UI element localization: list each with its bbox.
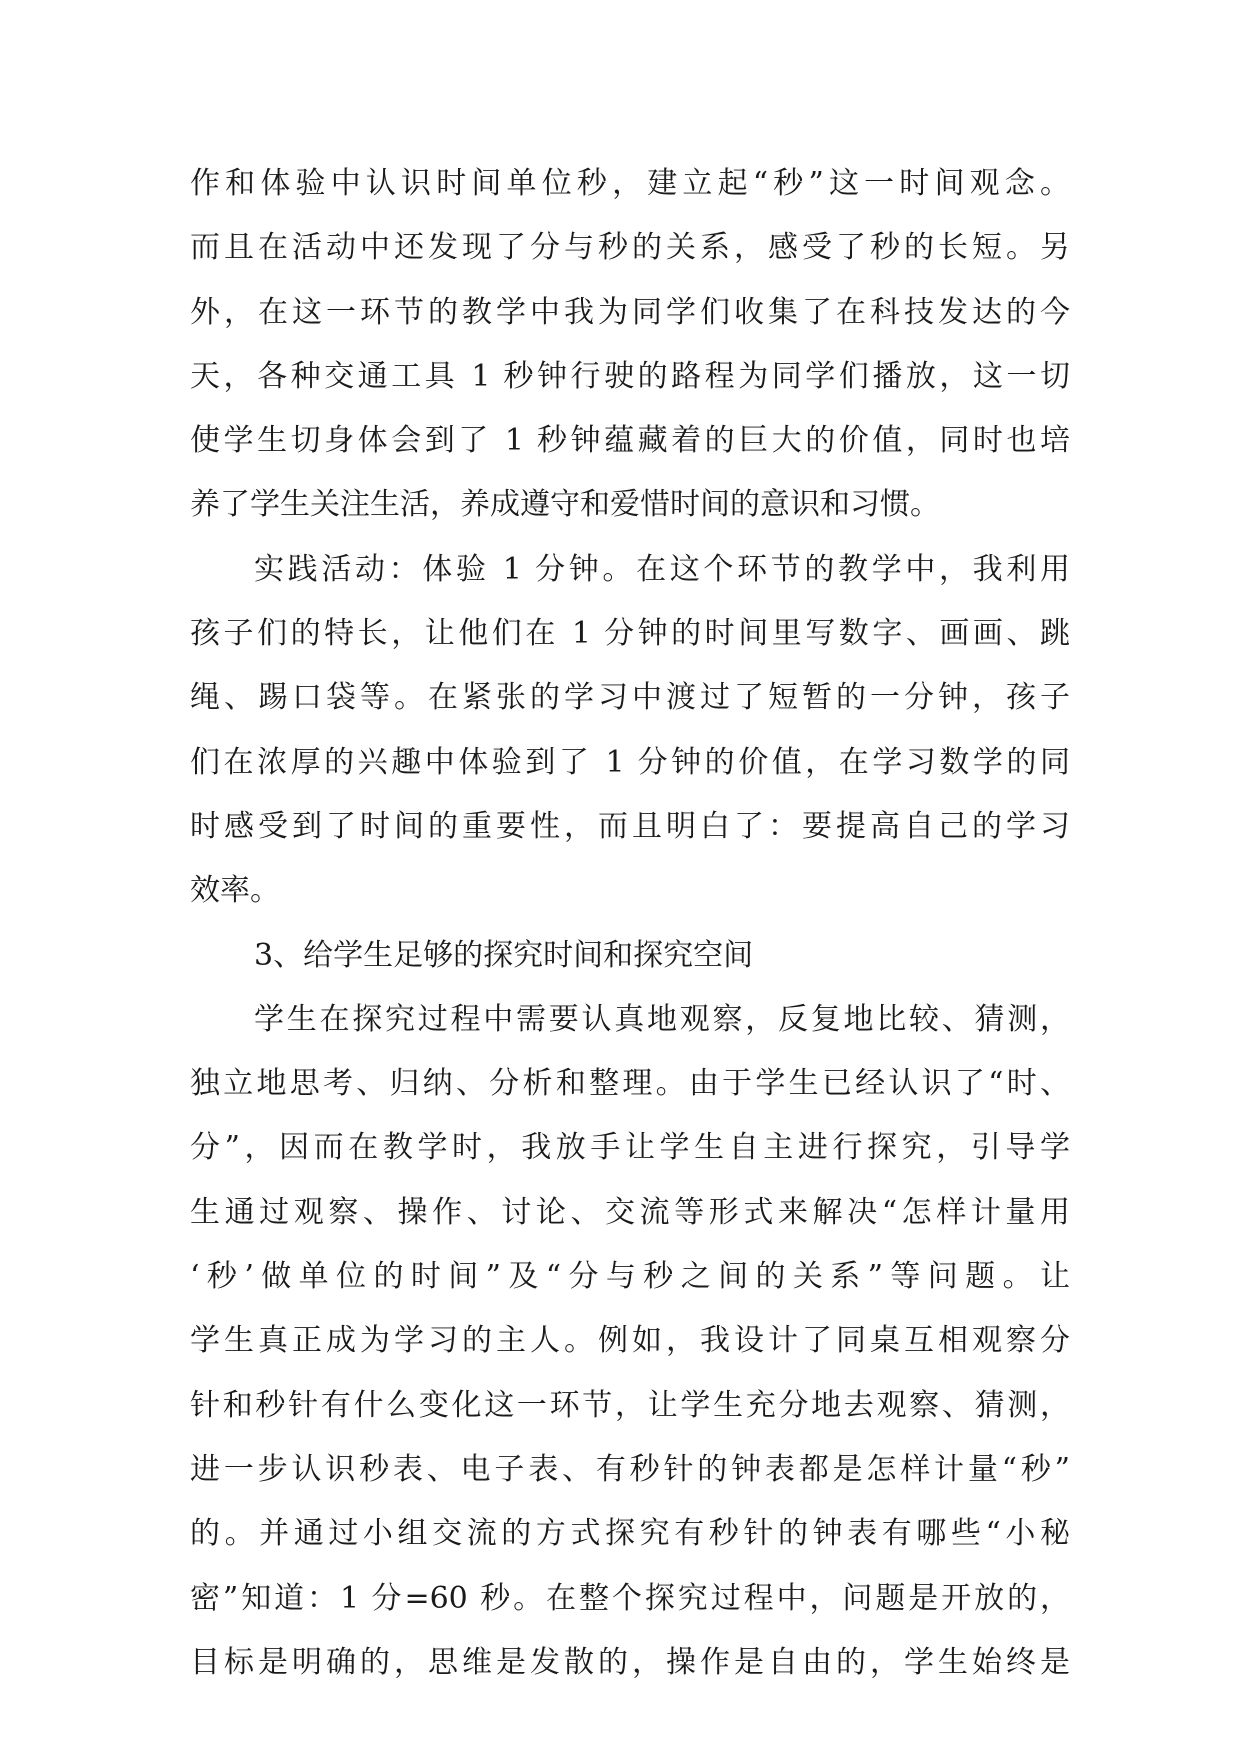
text-line: 分”，因而在教学时，我放手让学生自主进行探究，引导学	[190, 1130, 1070, 1166]
text-line: 目标是明确的，思维是发散的，操作是自由的，学生始终是	[190, 1644, 1070, 1680]
text-line: 独立地思考、归纳、分析和整理。由于学生已经认识了“时、	[190, 1066, 1070, 1102]
text-line: 绳、踢口袋等。在紧张的学习中渡过了短暂的一分钟，孩子	[190, 680, 1070, 716]
text-line: 效率。	[190, 873, 280, 909]
text-line: 们在浓厚的兴趣中体验到了 1 分钟的价值，在学习数学的同	[190, 744, 1070, 780]
text-line: ‘秒’做单位的时间”及“分与秒之间的关系”等问题。让	[190, 1259, 1070, 1295]
paragraph-start-line: 学生在探究过程中需要认真地观察，反复地比较、猜测，	[254, 1001, 1070, 1037]
text-line: 密”知道：1 分=60 秒。在整个探究过程中，问题是开放的，	[190, 1580, 1070, 1616]
section-heading: 3、给学生足够的探究时间和探究空间	[254, 937, 754, 973]
text-line: 时感受到了时间的重要性，而且明白了：要提高自己的学习	[190, 808, 1070, 844]
text-line: 作和体验中认识时间单位秒，建立起“秒”这一时间观念。	[190, 166, 1070, 201]
text-line: 而且在活动中还发现了分与秒的关系，感受了秒的长短。另	[190, 230, 1070, 266]
body-text	[190, 152, 1070, 1695]
text-line: 学生真正成为学习的主人。例如，我设计了同桌互相观察分	[190, 1323, 1070, 1359]
text-line: 外，在这一环节的教学中我为同学们收集了在科技发达的今	[190, 294, 1070, 330]
text-line: 天，各种交通工具 1 秒钟行驶的路程为同学们播放，这一切	[190, 358, 1070, 394]
text-line: 孩子们的特长，让他们在 1 分钟的时间里写数字、画画、跳	[190, 616, 1070, 652]
text-line: 的。并通过小组交流的方式探究有秒针的钟表有哪些“小秘	[190, 1516, 1070, 1552]
text-line: 针和秒针有什么变化这一环节，让学生充分地去观察、猜测，	[190, 1387, 1070, 1423]
text-line: 进一步认识秒表、电子表、有秒针的钟表都是怎样计量“秒”	[190, 1451, 1070, 1487]
text-line: 生通过观察、操作、讨论、交流等形式来解决“怎样计量用	[190, 1194, 1070, 1230]
text-line: 养了学生关注生活，养成遵守和爱惜时间的意识和习惯。	[190, 487, 940, 523]
text-line: 使学生切身体会到了 1 秒钟蕴藏着的巨大的价值，同时也培	[190, 423, 1070, 459]
paragraph-start-line: 实践活动：体验 1 分钟。在这个环节的教学中，我利用	[254, 551, 1070, 587]
